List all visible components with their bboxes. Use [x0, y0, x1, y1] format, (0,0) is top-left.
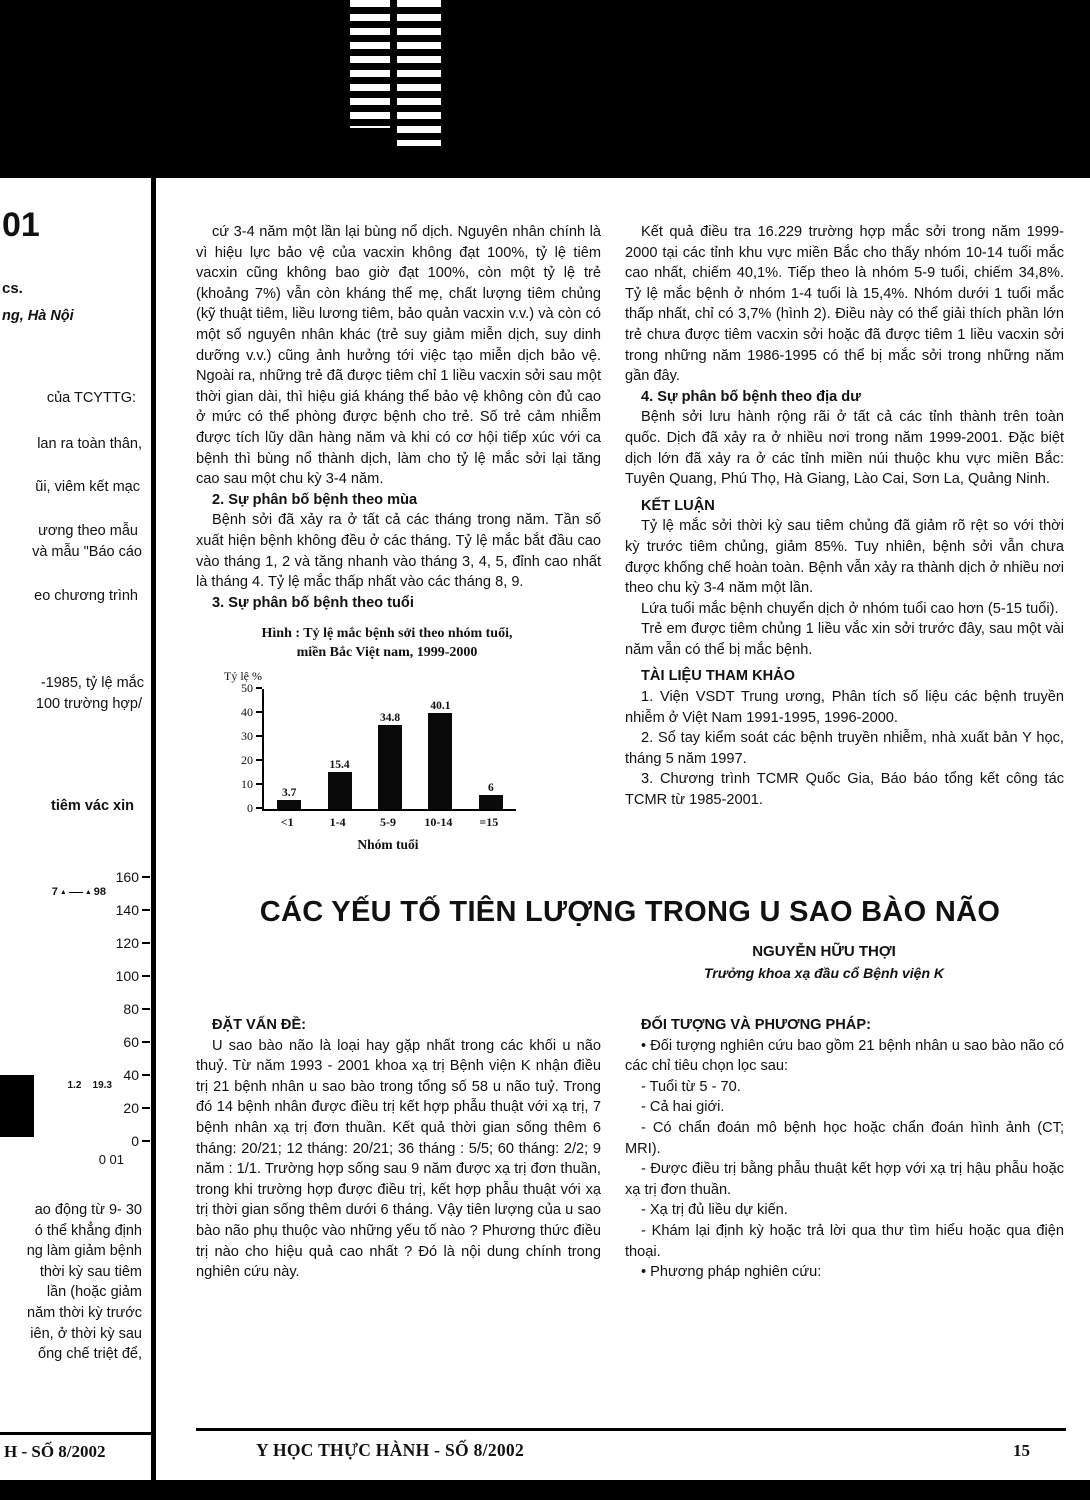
margin-axis-tick: 120 — [116, 926, 150, 959]
chart-bar — [428, 713, 452, 809]
margin-fragment: 01 — [2, 206, 40, 244]
chart-bar — [277, 800, 301, 809]
criterion-treatment: - Được điều trị bằng phẫu thuật kết hợp với xạ trị hậu phẫu hoặc xạ trị đơn thuần. — [625, 1161, 1064, 1198]
margin-fragment: eo chương trình — [34, 588, 138, 604]
bar-value-label: 40.1 — [430, 700, 451, 713]
x-axis-tick-label: 1-4 — [329, 815, 346, 830]
y-axis-tick: 10 — [241, 777, 262, 791]
margin-axis-tick: 20 — [116, 1091, 150, 1124]
article2-author-block — [614, 943, 1034, 981]
chart-bar-slot — [314, 759, 364, 809]
paragraph-survey-results: Kết quả điều tra 16.229 trường hợp mắc sởi trong năm 1999-2000 tại các tỉnh khu vực miền Bắc cho thấy nhóm 10-14 tuổi mắc cao nhất, chiếm 40,1%. Tiếp theo là nhóm 5-9 tuổi, chiếm 34,8%. Tỷ lệ mắc bệnh ở nhóm 1-4 tuổi là 15,4%. Nhóm dưới 1 tuổi mắc thấp nhất, chỉ có 3,7% (hình 2). Điều này có thể giải thích phần lớn trẻ chưa được tiêm vacxin sởi hoặc đã được tiêm 1 liều vacxin sởi trong những năm 1986-1995 có thể bị mắc sởi trong những năm gần đây. — [625, 224, 1064, 385]
criterion-age: - Tuổi từ 5 - 70. — [641, 1078, 741, 1095]
author-affiliation: Trưởng khoa xạ đầu cổ Bệnh viện K — [703, 965, 945, 982]
point-label: 98 — [93, 886, 106, 898]
article1-columns — [196, 222, 1064, 870]
chart-title-line2: miền Bắc Việt nam, 1999-2000 — [296, 645, 478, 661]
y-axis-tick: 50 — [241, 681, 262, 695]
article2-right-column — [625, 1015, 1064, 1283]
heading-problem-statement: ĐẶT VẤN ĐỀ: — [212, 1017, 307, 1034]
article2-title: CÁC YẾU TỐ TIÊN LƯỢNG TRONG U SAO BÀO NÃO — [259, 896, 1001, 929]
criterion-diagnosis: - Có chẩn đoán mô bệnh học hoặc chẩn đoán hình ảnh (CT; MRI). — [625, 1120, 1064, 1157]
heading-subjects-methods: ĐỐI TƯỢNG VÀ PHƯƠNG PHÁP: — [641, 1017, 871, 1034]
bottom-scan-band — [0, 1480, 1090, 1500]
chart-bar — [378, 725, 402, 809]
chart-bar-slot — [365, 712, 415, 809]
point-label: 19.3 — [92, 1080, 112, 1091]
triangle-marker-icon: ▲ — [84, 888, 92, 896]
paragraph-geography: Bệnh sởi lưu hành rộng rãi ở tất cả các tỉnh thành trên toàn quốc. Dịch đã xảy ra ở nhiều nơi trong năm 1999-2001. Đặc biệt dịch lớn đã xảy ra ở các tỉnh miền núi thuộc khu vực miền Bắc: Tuyên Quang, Phú Thọ, Hà Giang, Lào Cai, Sơn La, Quảng Ninh. — [625, 409, 1064, 488]
article1-left-column — [196, 222, 601, 870]
x-axis-tick-label: <1 — [280, 815, 294, 830]
x-axis-label: Nhóm tuổi — [357, 837, 419, 853]
margin-footer-text: H - SỐ 8/2002 — [4, 1442, 106, 1461]
margin-line: ống chế triệt để, — [38, 1346, 142, 1363]
paragraph-conclusion-3: Trẻ em được tiêm chủng 1 liều vắc xin sởi trước đây, sau một vài năm vẫn có thể bị mắc bệnh. — [625, 621, 1064, 658]
chart-bar-slot — [264, 787, 314, 809]
page-footer — [196, 1428, 1066, 1461]
journal-page-body — [156, 178, 1090, 1480]
line-segment — [69, 892, 83, 893]
y-axis-tick: 20 — [241, 753, 262, 767]
criterion-dose: - Xạ trị đủ liều dự kiến. — [641, 1202, 788, 1219]
margin-line: năm thời kỳ trước — [27, 1304, 142, 1321]
heading-conclusion: KẾT LUẬN — [641, 497, 715, 514]
article1-right-column — [625, 222, 1064, 870]
margin-fragment: ương theo mẫu — [38, 523, 138, 539]
x-axis-tick-label: 5-9 — [380, 815, 397, 830]
margin-fragment: tiêm vác xin — [50, 798, 134, 814]
article2-left-column — [196, 1015, 601, 1283]
y-axis-tick: 0 — [247, 801, 262, 815]
margin-footer-rule — [0, 1432, 152, 1435]
bar-value-label: 34.8 — [379, 712, 401, 725]
margin-axis-tick: 100 — [116, 959, 150, 992]
bar-value-label: 3.7 — [282, 787, 297, 800]
bar-value-label: 15.4 — [329, 759, 350, 772]
criterion-sex: - Cả hai giới. — [641, 1099, 725, 1116]
author-name: NGUYỄN HỮU THỢI — [752, 943, 896, 961]
margin-fragment: cs. — [2, 280, 23, 297]
paragraph-season: Bệnh sởi đã xảy ra ở tất cả các tháng trong năm. Tần số xuất hiện bệnh không đều ở các tháng. Tỷ lệ mắc bắt đầu cao vào tháng 1, 2 và tăng nhanh vào tháng 3, 4, 5, đỉnh cao nhất là tháng 4. Tỷ lệ mắc thấp nhất vào các tháng 8, 9. — [196, 512, 601, 591]
point-label: 7 — [51, 886, 58, 898]
margin-line: ao động từ 9- 30 — [34, 1202, 142, 1218]
margin-fragment: ng, Hà Nội — [2, 308, 74, 324]
heading-geography: 4. Sự phân bố bệnh theo địa dư — [641, 388, 861, 405]
bullet-subjects: • Đối tượng nghiên cứu bao gồm 21 bệnh nhân u sao bào não có các chỉ tiêu chọn lọc sau: — [625, 1037, 1064, 1075]
margin-line: ó thể khẳng định — [34, 1222, 142, 1239]
chart-plot-area — [222, 669, 552, 864]
heading-references: TÀI LIỆU THAM KHẢO — [641, 668, 796, 685]
chart-title-line1: Hình : Tỷ lệ mắc bệnh sởi theo nhóm tuổi, — [261, 626, 513, 642]
margin-fragment: và mẫu "Báo cáo — [32, 544, 142, 560]
margin-axis-tick: 40 — [116, 1058, 150, 1091]
cutoff-chart-point-labels — [52, 886, 106, 898]
heading-season: 2. Sự phân bố bệnh theo mùa — [212, 491, 418, 508]
bar-plot — [262, 689, 516, 811]
margin-axis-tick: 0 — [116, 1124, 150, 1157]
margin-paragraph-fragment — [27, 1200, 142, 1365]
heading-age: 3. Sự phân bố bệnh theo tuổi — [212, 594, 414, 611]
margin-line: lần (hoặc giảm — [46, 1284, 142, 1301]
margin-line: thời kỳ sau tiêm — [39, 1263, 142, 1280]
margin-line: iên, ở thời kỳ sau — [30, 1325, 142, 1342]
reference-2: 2. Sổ tay kiểm soát các bệnh truyền nhiễm, nhà xuất bản Y học, tháng 5 năm 1997. — [625, 730, 1064, 767]
margin-fragment: ũi, viêm kết mạc — [35, 479, 140, 495]
margin-fragment: -1985, tỷ lệ mắc — [40, 675, 144, 691]
x-axis-tick-label: 10-14 — [424, 815, 453, 830]
y-axis-tick: 30 — [241, 729, 262, 743]
paragraph-epidemic-cycle: cứ 3-4 năm một lần lại bùng nổ dịch. Nguyên nhân chính là vì hiệu lực bảo vệ của vacxin không đạt 100%, tỷ lệ tiêm vacxin cũng không bao giờ đạt 100%, còn một tỷ lệ trẻ (khoảng 7%) vẫn còn kháng thể mẹ, chất lượng tiêm chủng (kỹ thuật tiêm, liều lương tiêm, bảo quản vacxin v.v.) và còn có một số nguyên nhân khác (trẻ suy giảm miễn dịch, suy dinh dưỡng v.v.) cũng ảnh hưởng tới việc tạo miễn dịch bảo vệ. Ngoài ra, những trẻ đã được tiêm chỉ 1 liều vacxin sởi sau một thời gian dài, thì hiệu giá kháng thể bảo vệ không còn đủ cao ở mức có thể phòng được bệnh cho trẻ. Số trẻ cảm nhiễm được tích lũy dần hàng năm và khi có cơ hội tiếp xúc với ca bệnh thì bùng nổ thành dịch, làm cho tỷ lệ mắc sởi lại tăng cao sau một chu kỳ 3-4 năm. — [196, 224, 601, 488]
bullet-methods: • Phương pháp nghiên cứu: — [641, 1264, 822, 1281]
footer-page-number: 15 — [1013, 1441, 1030, 1460]
cutoff-chart-bar — [0, 1075, 34, 1137]
margin-fragment: lan ra toàn thân, — [37, 436, 142, 452]
point-label: 1.2 — [67, 1080, 82, 1091]
top-scan-band — [0, 0, 1090, 178]
y-axis-tick: 40 — [241, 705, 262, 719]
y-axis-label: Tỷ lệ % — [224, 669, 262, 684]
triangle-marker-icon: ▲ — [59, 888, 67, 896]
margin-fragment: 100 trường hợp/ — [35, 696, 142, 712]
chart-bar — [479, 795, 503, 809]
footer-journal-title: Y HỌC THỰC HÀNH - SỐ 8/2002 — [256, 1440, 525, 1460]
margin-line: ng làm giảm bệnh — [26, 1243, 142, 1260]
x-axis-tick-label: =15 — [479, 815, 499, 830]
margin-axis-tick: 80 — [116, 992, 150, 1025]
chart-bar-slot — [415, 700, 465, 809]
bar-value-label: 6 — [487, 782, 494, 795]
left-margin-strip — [0, 178, 152, 1480]
margin-axis-tick: 60 — [116, 1025, 150, 1058]
measles-age-group-chart — [222, 625, 552, 864]
margin-axis-tick: 140 — [116, 893, 150, 926]
cutoff-chart-y-axis — [116, 860, 150, 1157]
x-axis-ticks — [262, 815, 514, 830]
cutoff-chart-x-labels: 0 01 — [98, 1152, 124, 1167]
binding-mark — [397, 0, 441, 146]
criterion-followup: - Khám lại định kỳ hoặc trả lời qua thư tìm hiểu hoặc qua điện thoại. — [625, 1223, 1064, 1260]
article2-columns — [196, 1015, 1064, 1283]
paragraph-conclusion-1: Tỷ lệ mắc sởi thời kỳ sau tiêm chủng đã giảm rõ rệt so với thời kỳ trước tiêm chủng, giảm 85%. Tuy nhiên, bệnh sởi vẫn chưa được khống chế hoàn toàn. Bệnh vẫn xảy ra thành dịch ở nhiều nơi theo chu kỳ 3-4 năm một lần. — [625, 518, 1064, 597]
chart-bar — [328, 772, 352, 809]
binding-mark — [350, 0, 390, 128]
cutoff-chart-small-labels — [68, 1080, 113, 1091]
reference-1: 1. Viện VSDT Trung ương, Phân tích số liệu các bệnh truyền nhiễm ở Việt Nam 1991-1995, 1996-2000. — [625, 689, 1064, 726]
paragraph-conclusion-2: Lứa tuổi mắc bệnh chuyển dịch ở nhóm tuổi cao hơn (5-15 tuổi). — [641, 600, 1059, 617]
paragraph-problem-statement: U sao bào não là loại hay gặp nhất trong các khối u não thuỷ. Từ năm 1993 - 2001 khoa xạ trị Bệnh viện K nhận điều trị 21 bệnh nhân u sao bào trong tổng số 58 u não tuỷ. Trong đó 14 bệnh nhân được điều trị kết hợp phẫu thuật với xạ trị, 7 bệnh nhân xạ trị đơn thuần. Kết quả thời gian sống thêm 6 tháng: 20/21; 12 tháng: 20/21; 36 tháng : 5/5; 60 tháng: 2/2; 9 năm : 1/1. Trường hợp sống sau 9 năm được xạ trị đơn thuần, trong khi trường hợp được điều trị, kết hợp phẫu thuật với xạ trị thời gian sống thêm dưới 6 tháng. Vậy tiên lượng của u sao bào não phụ thuộc vào những yếu tố nào ? Phương thức điều trị nào cho hiệu quả cao nhất ? Đó là nội dung chính trong nghiên cứu này. — [196, 1037, 601, 1281]
chart-bar-slot — [466, 782, 516, 809]
reference-3: 3. Chương trình TCMR Quốc Gia, Báo báo tổng kết công tác TCMR từ 1985-2001. — [625, 771, 1064, 809]
margin-fragment: của TCYTTG: — [46, 390, 136, 406]
y-axis-ticks — [222, 680, 262, 815]
margin-axis-tick: 160 — [116, 860, 150, 893]
